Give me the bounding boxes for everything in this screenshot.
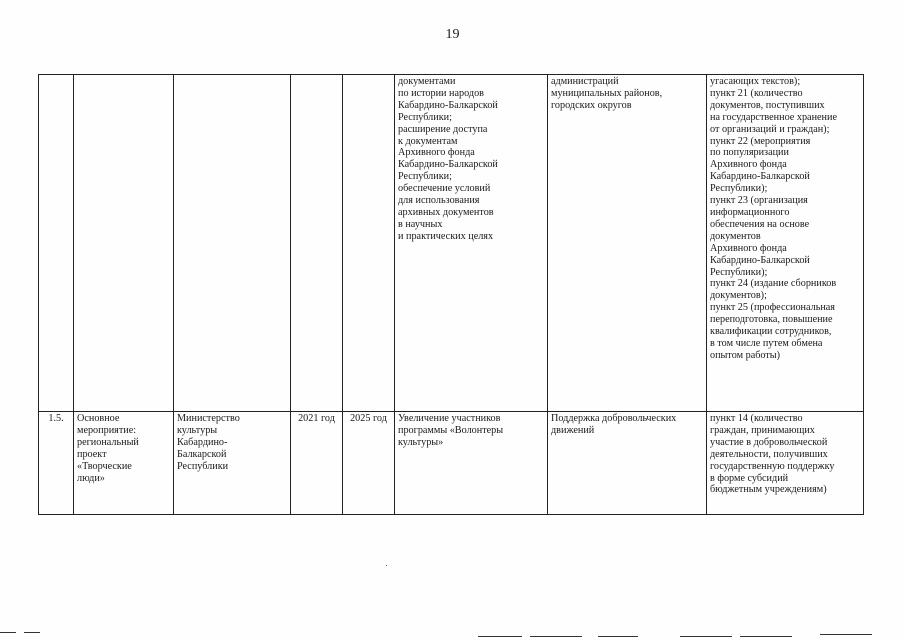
cell-text-line: переподготовка, повышение — [710, 314, 833, 326]
cell-text-line: государственную поддержку — [710, 460, 835, 472]
cell-text-line: архивных документов — [398, 206, 494, 218]
cell-text-line: угасающих текстов); — [710, 76, 801, 87]
cell-text-line: культуры — [177, 424, 218, 436]
cell-text-line: Министерство — [177, 413, 240, 424]
row-number-cell — [39, 412, 74, 515]
cell-text-line: Основное — [77, 413, 120, 424]
row-number-cell — [39, 75, 74, 412]
cell-text-line: Кабардино- — [177, 436, 228, 448]
cell-text-line: документами — [398, 76, 456, 87]
executor-cell — [174, 412, 291, 515]
executor-cell — [174, 75, 291, 412]
cell-text-line: бюджетным учреждениям) — [710, 484, 827, 496]
cell-text-line: пункт 23 (организация — [710, 195, 808, 207]
cell-text-line: документов); — [710, 290, 767, 302]
cell-text-line: пункт 25 (профессиональная — [710, 302, 835, 314]
cell-text-line: в научных — [398, 218, 443, 230]
cell-text-line: по популяризации — [710, 147, 789, 159]
end-year-cell — [343, 412, 395, 515]
cell-text-line: Кабардино-Балкарской — [398, 159, 498, 171]
cell-text-line: Республики; — [398, 171, 452, 183]
cell-text-line: Республики; — [398, 111, 452, 123]
cell-text-line: люди» — [77, 472, 105, 484]
cell-text-line: культуры» — [398, 436, 444, 448]
cell-text-line: муниципальных районов, — [551, 87, 663, 99]
cell-text-line: квалификации сотрудников, — [710, 326, 832, 338]
page-number: 19 — [445, 27, 460, 42]
cell-text-line: Архивного фонда — [398, 147, 475, 159]
cell-text-line: Балкарской — [177, 448, 227, 460]
cell-text-line: деятельности, получивших — [710, 448, 828, 460]
event-name-cell — [74, 75, 174, 412]
cell-text-line: проект — [77, 448, 107, 460]
table-row — [39, 75, 864, 412]
scan-mark — [530, 636, 582, 637]
cell-text-line: пункт 21 (количество — [710, 87, 803, 99]
cell-text: 2021 год — [298, 413, 335, 424]
cell-text-line: пункт 14 (количество — [710, 413, 803, 424]
cell-text: 1.5. — [48, 413, 64, 424]
scan-mark — [478, 636, 522, 637]
program-events-table — [38, 74, 864, 515]
cell-text-line: обеспечения на основе — [710, 218, 810, 230]
end-year-cell — [343, 75, 395, 412]
cell-text-line: по истории народов — [398, 87, 484, 99]
cell-text-line: документов, поступивших — [710, 99, 825, 111]
cell-text-line: Кабардино-Балкарской — [710, 254, 810, 266]
scan-mark — [598, 636, 638, 637]
cell-text-line: от организаций и граждан); — [710, 123, 830, 135]
cell-text-line: граждан, принимающих — [710, 424, 815, 436]
scan-mark — [680, 636, 732, 637]
cell-text-line: Поддержка добровольческих — [551, 413, 677, 424]
start-year-cell — [291, 412, 343, 515]
cell-text-line: пункт 24 (издание сборников — [710, 278, 837, 290]
cell-text-line: информационного — [710, 206, 790, 218]
cell-text-line: администраций — [551, 76, 619, 87]
cell-text-line: Республики); — [710, 183, 768, 195]
cell-text-line: расширение доступа — [398, 123, 488, 135]
cell-text-line: и практических целях — [398, 230, 494, 242]
scan-mark — [0, 632, 16, 633]
cell-text-line: Кабардино-Балкарской — [398, 99, 498, 111]
scan-mark — [820, 634, 872, 635]
indicators-link-cell — [707, 75, 864, 412]
cell-text-line: движений — [551, 424, 595, 436]
cell-text-line: к документам — [398, 135, 458, 147]
cell-text-line: для использования — [398, 195, 480, 207]
table-row — [39, 412, 864, 515]
cell-text-line: участие в добровольческой — [710, 436, 828, 448]
cell-text-line: Республики — [177, 460, 229, 472]
cell-text-line: документов — [710, 230, 761, 242]
start-year-cell — [291, 75, 343, 412]
indicators-link-cell — [707, 412, 864, 515]
cell-text-line: Кабардино-Балкарской — [710, 171, 810, 183]
cell-text-line: мероприятие: — [77, 424, 137, 436]
expected-result-cell — [395, 412, 548, 515]
cell-text-line: региональный — [77, 436, 139, 448]
cell-text-line: опытом работы) — [710, 349, 781, 361]
cell-text-line: обеспечение условий — [398, 183, 491, 195]
scan-speck — [386, 565, 387, 566]
implementation-direction-cell — [548, 412, 707, 515]
scan-mark — [24, 632, 40, 633]
cell-text-line: Республики); — [710, 266, 768, 278]
expected-result-cell — [395, 75, 548, 412]
implementation-direction-cell — [548, 75, 707, 412]
cell-text: 2025 год — [350, 413, 387, 424]
cell-text-line: в форме субсидий — [710, 472, 789, 484]
event-name-cell — [74, 412, 174, 515]
cell-text-line: в том числе путем обмена — [710, 337, 823, 349]
cell-text-line: городских округов — [551, 99, 632, 111]
cell-text-line: Архивного фонда — [710, 242, 787, 254]
cell-text-line: на государственное хранение — [710, 111, 837, 123]
cell-text-line: Архивного фонда — [710, 159, 787, 171]
cell-text-line: программы «Волонтеры — [398, 424, 504, 436]
cell-text-line: пункт 22 (мероприятия — [710, 135, 811, 147]
cell-text-line: «Творческие — [77, 460, 132, 472]
scan-mark — [740, 636, 792, 637]
cell-text-line: Увеличение участников — [398, 413, 501, 424]
